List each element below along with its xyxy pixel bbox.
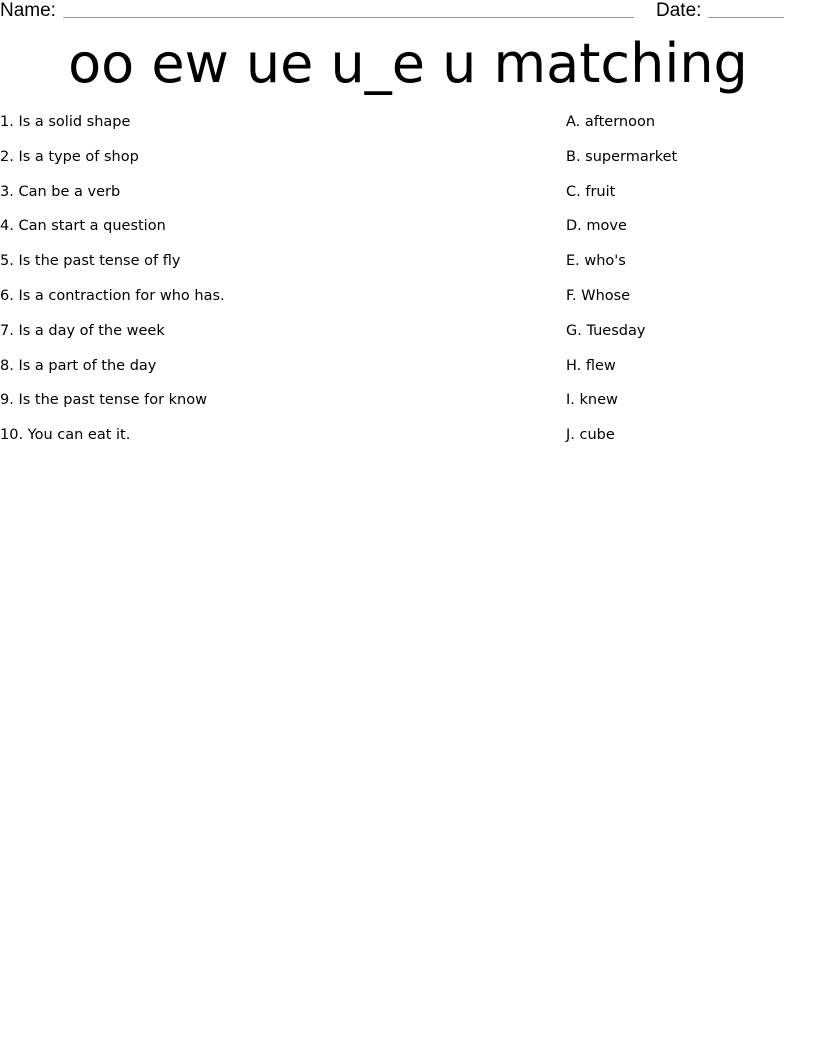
clue-item: 8. Is a part of the day bbox=[0, 357, 157, 374]
clue-item: 5. Is the past tense of fly bbox=[0, 253, 181, 270]
answer-item: I. knew bbox=[566, 392, 618, 409]
answer-item: B. supermarket bbox=[566, 148, 678, 165]
answer-item: D. move bbox=[566, 218, 627, 235]
worksheet-header bbox=[0, 0, 816, 22]
answer-item: C. fruit bbox=[566, 183, 616, 200]
clue-item: 1. Is a solid shape bbox=[0, 114, 131, 130]
answer-item: F. Whose bbox=[566, 287, 631, 304]
clue-item: 4. Can start a question bbox=[0, 218, 166, 235]
clue-item: 6. Is a contraction for who has. bbox=[0, 287, 225, 304]
clue-item: 7. Is a day of the week bbox=[0, 322, 165, 339]
clue-item: 2. Is a type of shop bbox=[0, 148, 139, 165]
clue-item: 3. Can be a verb bbox=[0, 183, 121, 200]
answer-item: A. afternoon bbox=[566, 114, 656, 130]
clue-item: 10. You can eat it. bbox=[0, 427, 131, 444]
answer-item: E. who's bbox=[566, 253, 626, 270]
answer-item: H. flew bbox=[566, 357, 616, 374]
date-blank-line bbox=[708, 17, 784, 18]
answer-item: J. cube bbox=[566, 427, 615, 444]
name-label: Name: bbox=[0, 0, 56, 21]
answer-item: G. Tuesday bbox=[566, 322, 646, 339]
answer-list bbox=[566, 110, 806, 458]
page-title: oo ew ue u_e u matching bbox=[68, 32, 748, 95]
clue-item: 9. Is the past tense for know bbox=[0, 392, 207, 409]
name-blank-line bbox=[63, 17, 634, 18]
date-label: Date: bbox=[656, 0, 702, 21]
clue-list bbox=[0, 110, 520, 458]
